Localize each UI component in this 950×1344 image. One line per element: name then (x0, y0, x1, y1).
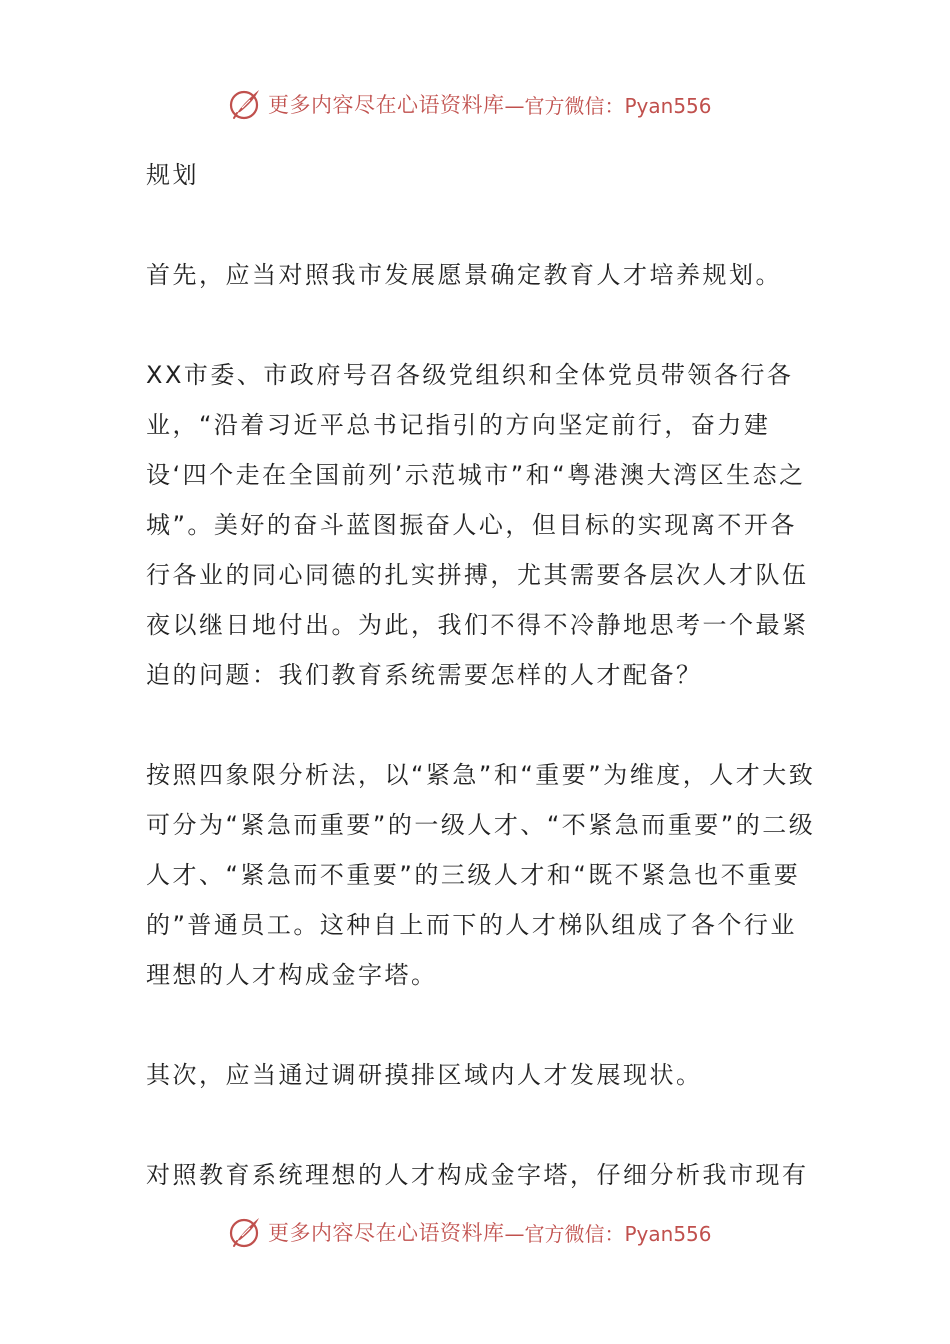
paragraph: 对照教育系统理想的人才构成金字塔，仔细分析我市现有 (146, 1161, 809, 1189)
document-body (146, 150, 816, 1250)
banner-brand-text: 更多内容尽在心语资料库 (268, 93, 505, 117)
banner-brand-text: 更多内容尽在心语资料库 (268, 1221, 505, 1245)
banner-contact-text: —官方微信：Pyan556 (504, 1221, 712, 1246)
banner-contact-text: —官方微信：Pyan556 (504, 93, 712, 118)
section-heading-fragment: 规划 (146, 161, 199, 189)
paragraph: XX市委、市政府号召各级党组织和全体党员带领各行各业，“沿着习近平总书记指引的方向坚定前行，奋力建设‘四个走在全国前列’示范城市”和“粤港澳大湾区生态之城”。美好的奋斗蓝图振奋人心，但目标的实现离不开各行各业的同心同德的扎实拼搏，尤其需要各层次人才队伍夜以继日地付出。为此，我们不得不冷静地思考一个最紧迫的问题：我们教育系统需要怎样的人才配备？ (146, 361, 809, 689)
quill-pen-logo-icon (228, 86, 264, 122)
quill-pen-logo-icon (228, 1214, 264, 1250)
paragraph: 按照四象限分析法，以“紧急”和“重要”为维度，人才大致可分为“紧急而重要”的一级人才、“不紧急而重要”的二级人才、“紧急而不重要”的三级人才和“既不紧急也不重要的”普通员工。这种自上而下的人才梯队组成了各个行业理想的人才构成金字塔。 (146, 761, 816, 989)
paragraph: 首先，应当对照我市发展愿景确定教育人才培养规划。 (146, 261, 782, 289)
header-banner (228, 84, 712, 124)
footer-banner (228, 1212, 712, 1252)
paragraph: 其次，应当通过调研摸排区域内人才发展现状。 (146, 1061, 703, 1089)
